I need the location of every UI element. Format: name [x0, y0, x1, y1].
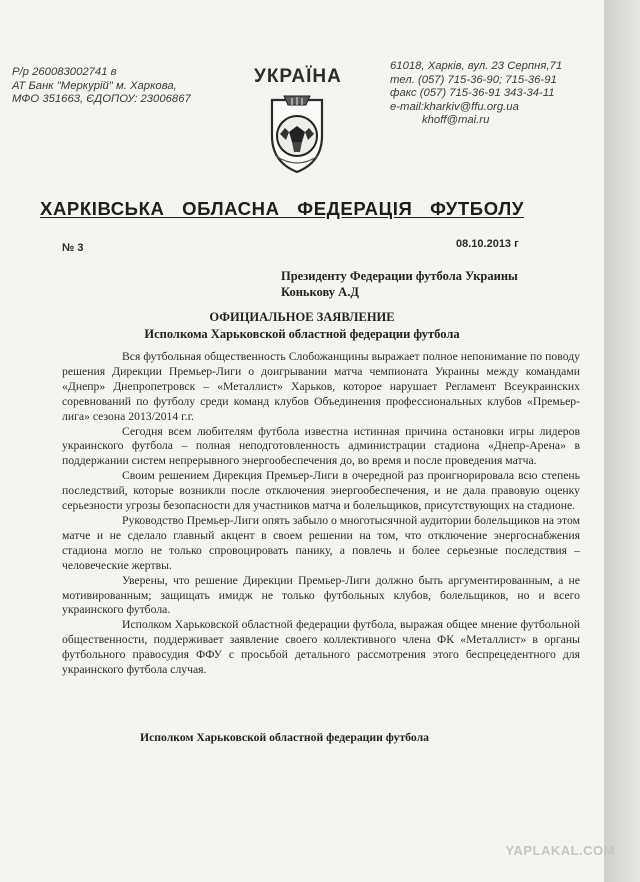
- contact-details: [390, 60, 562, 128]
- contact-phone: тел. (057) 715-36-90; 715-36-91: [390, 73, 557, 86]
- document-number: № 3: [62, 242, 84, 254]
- addressee-name: Конькову А.Д: [281, 285, 359, 299]
- page-edge-shadow: [604, 0, 640, 882]
- paragraph: Уверены, что решение Дирекции Премьер-Лиги должно быть аргументированным, а не мотивированным; защищать имидж не только футбольных клубов, болельщиков, но и всего украинского футбола.: [62, 573, 580, 617]
- paragraph: Исполком Харьковской областной федерации футбола, выражая общее мнение футбольной общественности, поддерживает заявление своего коллективного члена ФК «Металлист» в органы футбольного правосудия ФФУ с просьбой детального рассмотрения этого беспрецедентного для украинского футбола случая.: [62, 618, 580, 677]
- watermark: YAPLAKAL.COM: [505, 843, 615, 858]
- paragraph: Руководство Премьер-Лиги опять забыло о многотысячной аудитории болельщиков на этом матче и не сделало главный акцент в своем решении на том, что отключение энергоснабжения стадиона могло не только спровоцировать панику, а повлечь и более серьезные последствия – человеческие жертвы.: [62, 513, 580, 572]
- contact-address: 61018, Харків, вул. 23 Серпня,71: [390, 60, 563, 72]
- bank-line: Р/р 260083002741 в: [12, 66, 117, 78]
- addressee-block: [281, 268, 518, 300]
- paragraph: Сегодня всем любителям футбола известна истинная причина остановки игры лидеров украинского футбола – полная неподготовленность администрации стадиона «Днепр-Арена» в поддержании систем непрерывного энергообеспечения до, во время и после проведения матча.: [62, 424, 580, 468]
- paragraph: Своим решением Дирекция Премьер-Лиги в очередной раз проигнорировала всю степень последствий, которые возникли после отключения энергообеспечения, и не дала правовую оценку серьезности угрозы безопасности для участников матча и болельщиков, присутствующих на стадионе.: [62, 469, 580, 513]
- contact-fax: факс (057) 715-36-91 343-34-11: [390, 87, 555, 100]
- contact-email-2: khoff@mai.ru: [422, 114, 490, 127]
- bank-line: АТ Банк "Меркурій" м. Харкова,: [12, 79, 177, 92]
- statement-title: ОФИЦИАЛЬНОЕ ЗАЯВЛЕНИЕ: [209, 310, 395, 324]
- country-heading: УКРАЇНА: [254, 66, 342, 87]
- contact-email: e-mail:kharkiv@ffu.org.ua: [390, 100, 519, 113]
- signature: Исполком Харьковской областной федерации футбола: [140, 731, 429, 744]
- statement-body: [62, 350, 580, 678]
- paragraph: Вся футбольная общественность Слобожанщины выражает полное непонимание по поводу решения Дирекции Премьер-Лиги о доигрывании матча чемпионата Украины между командами «Днепр» Днепропетровск – «Металлист» Харьков, которое нарушает Регламент Всеукраинских соревнований по футболу среди команд клубов Объединения профессиональных клубов «Премьер-лига» сезона 2013/2014 г.г.: [62, 350, 580, 423]
- federation-emblem-icon: [262, 92, 332, 174]
- document-date: 08.10.2013 г: [456, 238, 519, 250]
- addressee-title: Президенту Федерации футбола Украины: [281, 269, 518, 283]
- statement-subtitle: Исполкома Харьковской областной федерации футбола: [144, 327, 460, 341]
- bank-details: [12, 66, 191, 107]
- bank-line: МФО 351663, ЄДОПОУ: 23006867: [12, 93, 191, 106]
- federation-title: ХАРКІВСЬКА ОБЛАСНА ФЕДЕРАЦІЯ ФУТБОЛУ: [40, 198, 524, 219]
